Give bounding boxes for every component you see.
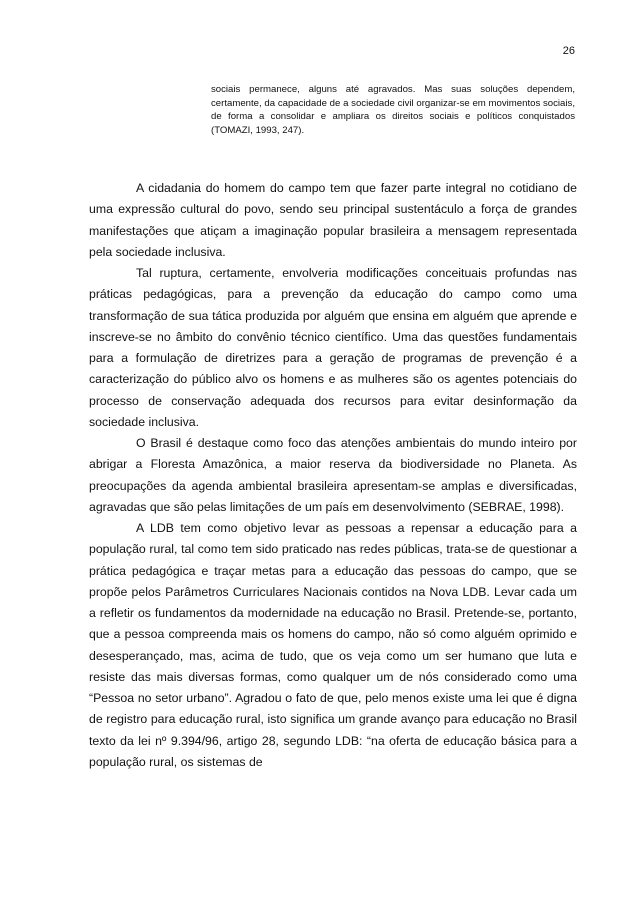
paragraph-pedagogical-practices: Tal ruptura, certamente, envolveria modificações conceituais profundas nas práticas pedagógicas, para a prevenção da educação do campo como uma transformação de sua tática produzida por alguém que ensina em alguém que aprende e inscreve-se no âmbito do convênio técnico científico. Uma das questões fundamentais para a formulação de diretrizes para a geração de programas de prevenção é a caracterização do público alvo os homens e as mulheres são os agentes potenciais do processo de conservação adequada dos recursos para evitar desinformação da sociedade inclusiva. bbox=[89, 266, 577, 429]
paragraph-ldb: A LDB tem como objetivo levar as pessoas a repensar a educação para a população rural, tal como tem sido praticado nas redes públicas, trata-se de questionar a prática pedagógica e traçar metas para a educação das pessoas do campo, que se propõe pelos Parâmetros Curriculares Nacionais contidos na Nova LDB. Levar cada um a refletir os fundamentos da modernidade na educação no Brasil. Pretende-se, portanto, que a pessoa compreenda mais os homens do campo, não só como alguém oprimido e desesperançado, mas, acima de tudo, que os veja como um ser humano que luta e resiste das mais diversas formas, como qualquer um de nós considerado como uma “Pessoa no setor urbano”. Agradou o fato de que, pelo menos existe uma lei que é digna de registro para educação rural, isto significa um grande avanço para educação no Brasil texto da lei nº 9.394/96, artigo 28, segundo LDB: “na oferta de educação básica para a população rural, os sistemas de bbox=[89, 521, 577, 769]
page-number: 26 bbox=[562, 45, 575, 57]
paragraph-citizenship: A cidadania do homem do campo tem que fazer parte integral no cotidiano de uma expressão cultural do povo, sendo seu principal sustentáculo a força de grandes manifestações que atiçam a imaginação popular brasileira a mensagem representada pela sociedade inclusiva. bbox=[89, 181, 577, 259]
body-text bbox=[89, 178, 577, 773]
paragraph-brazil-environment: O Brasil é destaque como foco das atenções ambientais do mundo inteiro por abrigar a Floresta Amazônica, a maior reserva da biodiversidade no Planeta. As preocupações da agenda ambiental brasileira apresentam-se amplas e diversificadas, agravadas que são pelas limitações de um país em desenvolvimento (SEBRAE, 1998). bbox=[89, 436, 577, 514]
block-quote: sociais permanece, alguns até agravados. Mas suas soluções dependem, certamente, da capacidade de a sociedade civil organizar-se em movimentos sociais, de forma a consolidar e ampliara os direitos sociais e políticos conquistados (TOMAZI, 1993, 247). bbox=[211, 84, 575, 136]
